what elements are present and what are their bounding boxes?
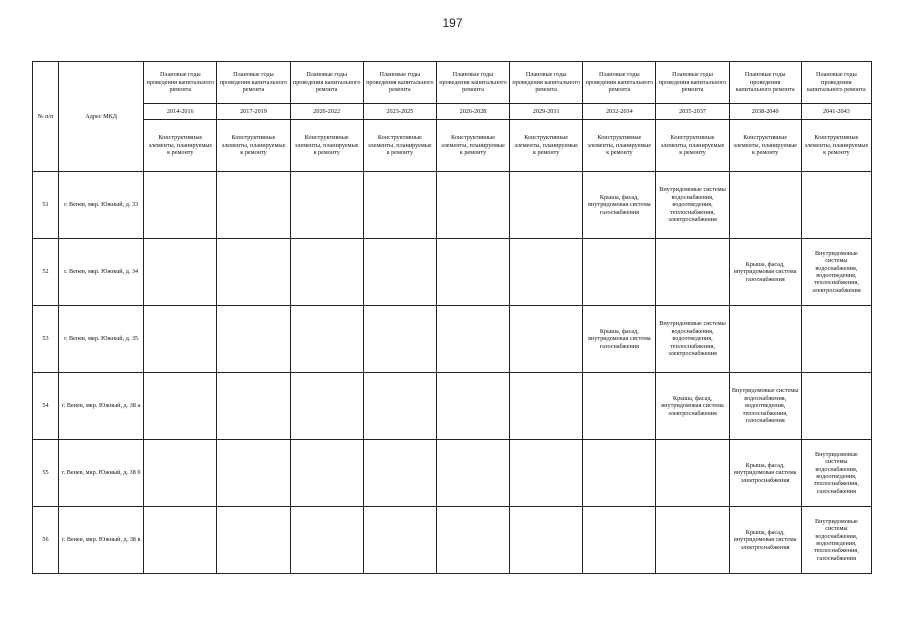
period-2017-2019: 2017-2019: [217, 104, 290, 120]
work-cell: [290, 373, 363, 440]
header-elements: Конструктивные элементы, планируемые к ремонту: [583, 120, 656, 172]
work-cell: [436, 239, 509, 306]
page-number: 197: [442, 16, 463, 30]
work-cell: [801, 306, 871, 373]
header-num: № п/п: [33, 62, 59, 172]
work-cell: [217, 373, 290, 440]
work-cell: [290, 306, 363, 373]
period-2026-2028: 2026-2028: [436, 104, 509, 120]
work-cell: [583, 373, 656, 440]
header-plan-years: Плановые годы проведения капитального ремонта: [144, 62, 217, 104]
period-2029-2031: 2029-2031: [510, 104, 583, 120]
work-cell: [656, 507, 729, 574]
work-cell: [656, 440, 729, 507]
header-elements: Конструктивные элементы, планируемые к ремонту: [729, 120, 801, 172]
work-cell: [510, 373, 583, 440]
work-cell: [290, 239, 363, 306]
table-row: [33, 239, 872, 306]
work-cell: [363, 373, 436, 440]
header-plan-years: Плановые годы проведения капитального ремонта: [510, 62, 583, 104]
work-cell: [583, 507, 656, 574]
work-cell: [436, 373, 509, 440]
work-cell: [363, 440, 436, 507]
work-cell: Крыша, фасад, внутридомовая система газоснабжения: [729, 239, 801, 306]
header-plan-years: Плановые годы проведения капитального ремонта: [436, 62, 509, 104]
row-number: 51: [33, 172, 59, 239]
header-elements: Конструктивные элементы, планируемые к ремонту: [510, 120, 583, 172]
row-number: 52: [33, 239, 59, 306]
work-cell: [801, 373, 871, 440]
work-cell: [363, 306, 436, 373]
period-2014-2016: 2014-2016: [144, 104, 217, 120]
period-2035-2037: 2035-2037: [656, 104, 729, 120]
header-elements: Конструктивные элементы, планируемые к ремонту: [217, 120, 290, 172]
work-cell: [290, 172, 363, 239]
header-plan-years: Плановые годы проведения капитального ремонта: [583, 62, 656, 104]
row-address: г. Венев, мкр. Южный, д. 38 б: [59, 440, 144, 507]
work-cell: [510, 172, 583, 239]
work-cell: Внутридомовые системы водоснабжения, водоотведения, теплоснабжения, газоснабжения: [801, 440, 871, 507]
period-2020-2022: 2020-2022: [290, 104, 363, 120]
work-cell: [510, 306, 583, 373]
work-cell: [363, 172, 436, 239]
header-plan-years: Плановые годы проведения капитального ремонта: [801, 62, 871, 104]
work-cell: [656, 239, 729, 306]
work-cell: [729, 306, 801, 373]
period-2041-2043: 2041-2043: [801, 104, 871, 120]
row-address: г. Венев, мкр. Южный, д. 38 а: [59, 373, 144, 440]
work-cell: [144, 440, 217, 507]
work-cell: [436, 440, 509, 507]
work-cell: Внутридомовые системы водоснабжения, водоотведения, теплоснабжения, электроснабжения: [801, 239, 871, 306]
table-row: [33, 306, 872, 373]
work-cell: Крыша, фасад, внутридомовая система электроснабжения: [729, 507, 801, 574]
table-row: [33, 440, 872, 507]
work-cell: [510, 239, 583, 306]
row-address: г. Венев, мкр. Южный, д. 35: [59, 306, 144, 373]
header-elements: Конструктивные элементы, планируемые к ремонту: [656, 120, 729, 172]
row-address: г. Венев, мкр. Южный, д. 38 в: [59, 507, 144, 574]
work-cell: Крыша, фасад, внутридомовая система газоснабжения: [583, 172, 656, 239]
work-cell: [144, 373, 217, 440]
work-cell: [144, 306, 217, 373]
work-cell: Крыша, фасад, внутридомовая система электроснабжения: [729, 440, 801, 507]
work-cell: [436, 172, 509, 239]
header-plan-years: Плановые годы проведения капитального ремонта: [729, 62, 801, 104]
work-cell: Внутридомовые системы водоснабжения, водоотведения, теплоснабжения, электроснабжения: [656, 306, 729, 373]
header-address: Адрес МКД: [59, 62, 144, 172]
period-2038-2040: 2038-2040: [729, 104, 801, 120]
work-cell: Внутридомовые системы водоснабжения, водоотведения, теплоснабжения, газоснабжения: [729, 373, 801, 440]
header-plan-years: Плановые годы проведения капитального ремонта: [290, 62, 363, 104]
period-2023-2025: 2023-2025: [363, 104, 436, 120]
header-elements: Конструктивные элементы, планируемые к ремонту: [290, 120, 363, 172]
work-cell: Внутридомовые системы водоснабжения, водоотведения, теплоснабжения, электроснабжения: [656, 172, 729, 239]
work-cell: [290, 440, 363, 507]
work-cell: [510, 440, 583, 507]
work-cell: [363, 239, 436, 306]
work-cell: [144, 239, 217, 306]
table-row: [33, 507, 872, 574]
row-number: 54: [33, 373, 59, 440]
header-elements: Конструктивные элементы, планируемые к ремонту: [144, 120, 217, 172]
work-cell: [583, 440, 656, 507]
work-cell: [436, 306, 509, 373]
work-cell: [363, 507, 436, 574]
header-row-title: [33, 62, 872, 104]
work-cell: Крыша, фасад, внутридомовая система газоснабжения: [583, 306, 656, 373]
header-plan-years: Плановые годы проведения капитального ремонта: [363, 62, 436, 104]
work-cell: [217, 440, 290, 507]
row-address: г. Венев, мкр. Южный, д. 34: [59, 239, 144, 306]
work-cell: [217, 239, 290, 306]
row-number: 56: [33, 507, 59, 574]
header-row-elements: [33, 120, 872, 172]
table-row: [33, 373, 872, 440]
work-cell: [144, 507, 217, 574]
row-number: 53: [33, 306, 59, 373]
row-number: 55: [33, 440, 59, 507]
work-cell: [801, 172, 871, 239]
header-row-periods: [33, 104, 872, 120]
work-cell: [144, 172, 217, 239]
work-cell: Внутридомовые системы водоснабжения, водоотведения, теплоснабжения, газоснабжения: [801, 507, 871, 574]
header-elements: Конструктивные элементы, планируемые к ремонту: [801, 120, 871, 172]
work-cell: [217, 306, 290, 373]
work-cell: [290, 507, 363, 574]
work-cell: [510, 507, 583, 574]
header-elements: Конструктивные элементы, планируемые к ремонту: [436, 120, 509, 172]
work-cell: [583, 239, 656, 306]
capital-repair-plan-table: [32, 61, 872, 574]
header-plan-years: Плановые годы проведения капитального ремонта: [656, 62, 729, 104]
header-elements: Конструктивные элементы, планируемые к ремонту: [363, 120, 436, 172]
work-cell: [217, 507, 290, 574]
work-cell: [217, 172, 290, 239]
header-plan-years: Плановые годы проведения капитального ремонта: [217, 62, 290, 104]
work-cell: [729, 172, 801, 239]
work-cell: [436, 507, 509, 574]
work-cell: Крыша, фасад, внутридомовая система электроснабжения: [656, 373, 729, 440]
period-2032-2034: 2032-2034: [583, 104, 656, 120]
table-row: [33, 172, 872, 239]
row-address: г. Венев, мкр. Южный, д. 33: [59, 172, 144, 239]
